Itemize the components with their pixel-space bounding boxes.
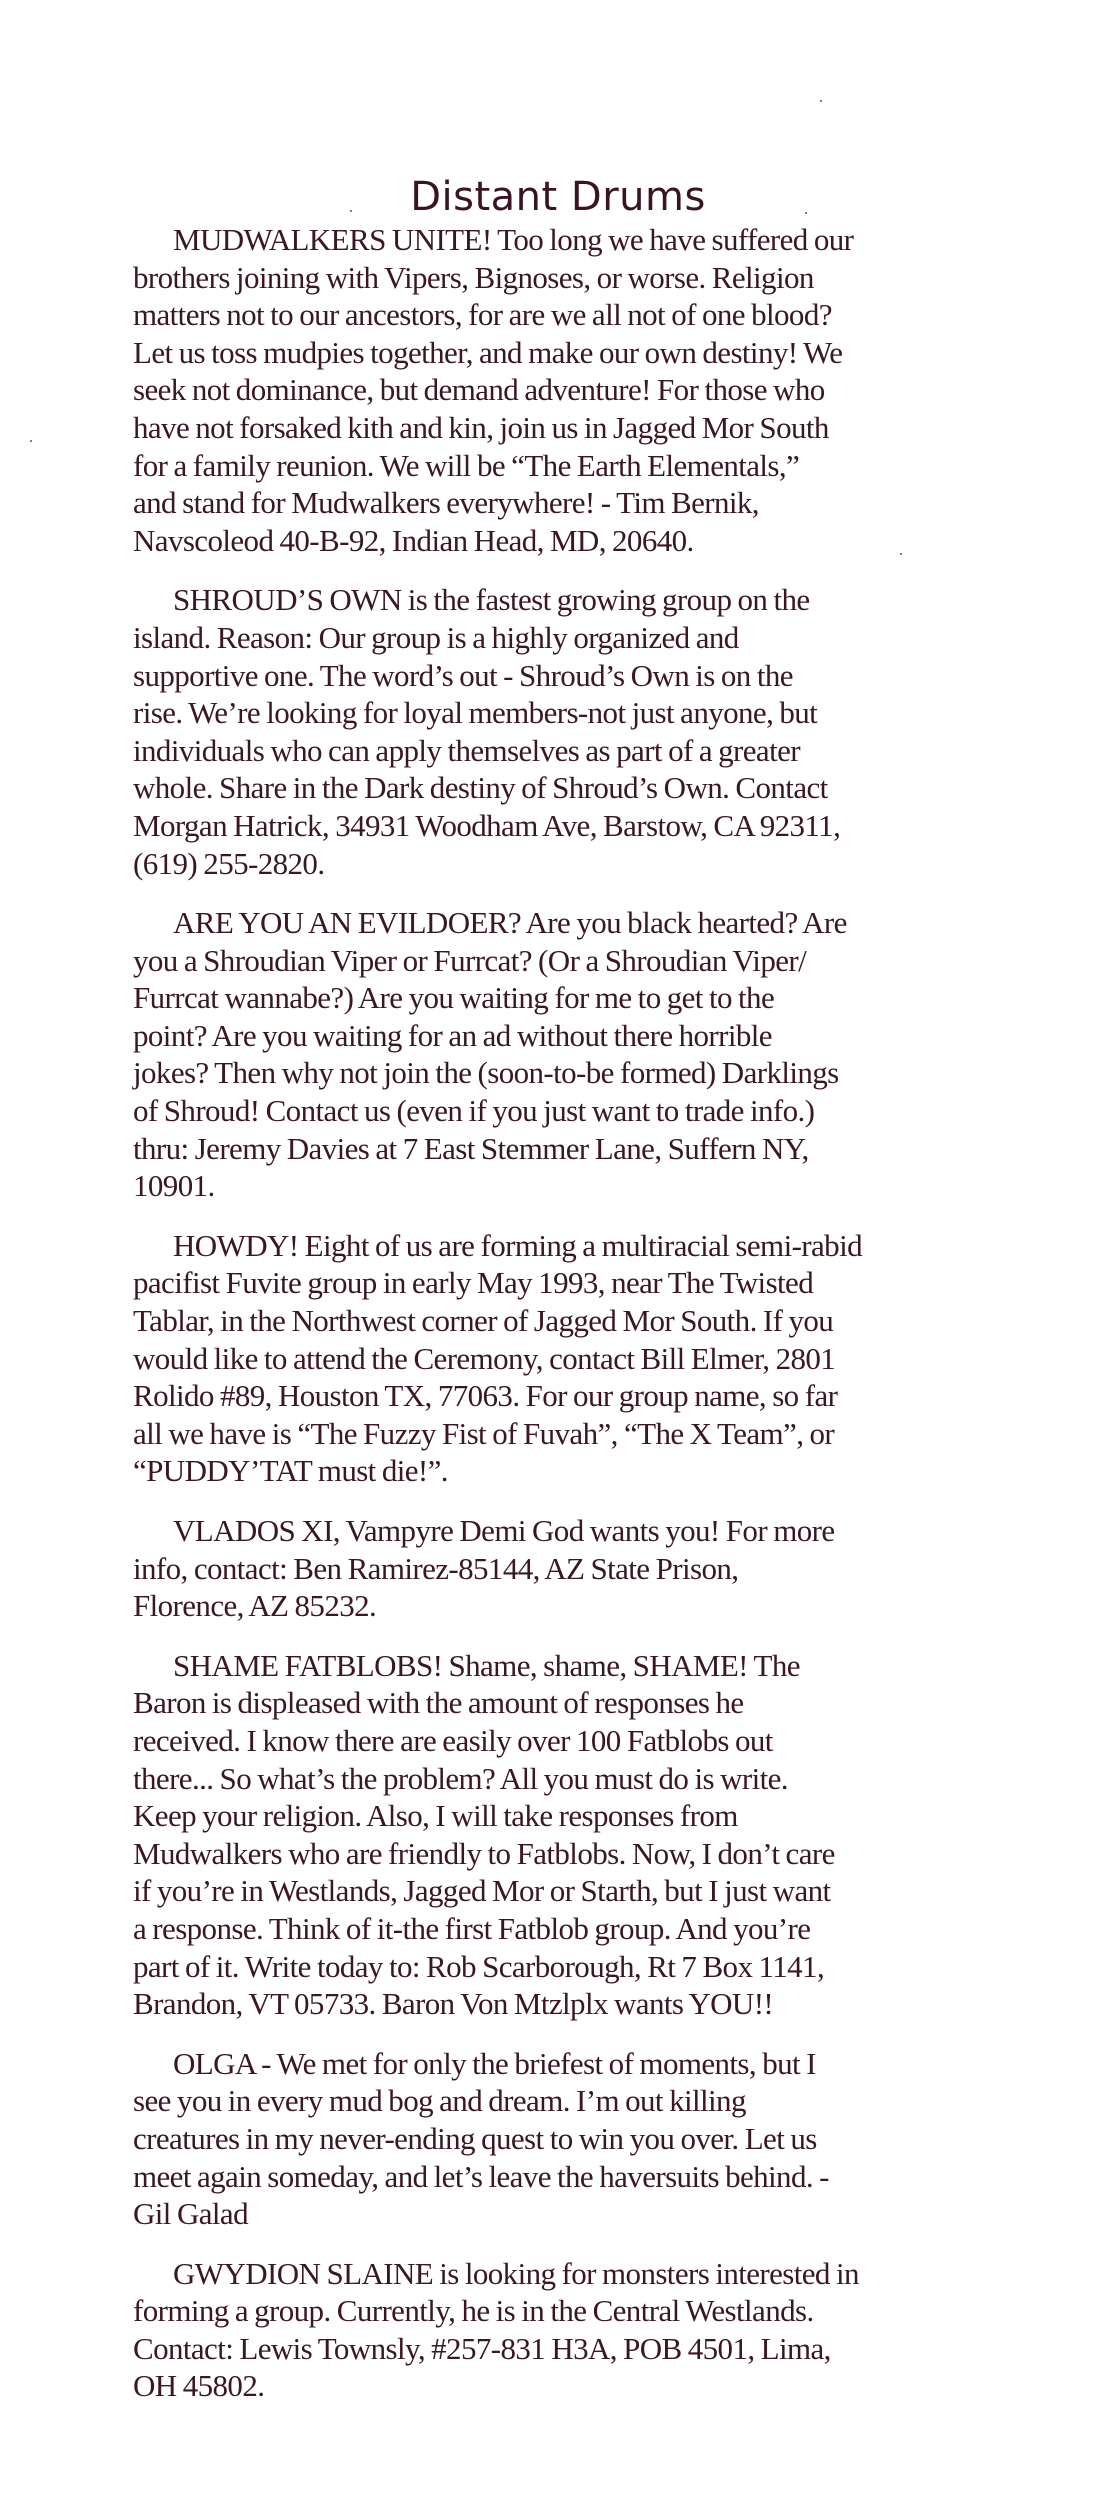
ad-line: Contact: Lewis Townsly, #257-831 H3A, POB 4501, Lima, <box>133 2330 831 2366</box>
ad-line: MUDWALKERS UNITE! Too long we have suffered our <box>173 222 854 257</box>
ad-line: if you’re in Westlands, Jagged Mor or Starth, but I just want <box>133 1873 831 1909</box>
ad-line: ARE YOU AN EVILDOER? Are you black hearted? Are <box>173 905 847 941</box>
ad-line: received. I know there are easily over 100 Fatblobs out <box>133 1722 773 1758</box>
ad-line: and stand for Mudwalkers everywhere! - Tim Bernik, <box>133 485 759 521</box>
scan-speck <box>805 212 807 214</box>
ad-line: of Shroud! Contact us (even if you just want to trade info.) <box>133 1093 815 1129</box>
scan-speck <box>350 210 352 212</box>
ad-line: SHAME FATBLOBS! Shame, shame, SHAME! The <box>173 1647 800 1683</box>
ad-line: for a family reunion. We will be “The Earth Elementals,” <box>133 447 800 483</box>
ad-line: thru: Jeremy Davies at 7 East Stemmer Lane, Suffern NY, <box>133 1130 809 1166</box>
ad-line: seek not dominance, but demand adventure! For those who <box>133 372 825 408</box>
ad-line: Florence, AZ 85232. <box>133 1588 377 1624</box>
ad-line: have not forsaked kith and kin, join us in Jagged Mor South <box>133 409 829 445</box>
ad-line: Rolido #89, Houston TX, 77063. For our group name, so far <box>133 1378 838 1414</box>
ad-line: Gil Galad <box>133 2196 248 2232</box>
ad-shrouds-own <box>133 581 1003 882</box>
ad-line: a response. Think of it-the first Fatblob group. And you’re <box>133 1910 811 1946</box>
ad-line: Brandon, VT 05733. Baron Von Mtzlplx wants YOU!! <box>133 1986 774 2022</box>
ad-line: pacifist Fuvite group in early May 1993, near The Twisted <box>133 1265 814 1301</box>
ad-line: meet again someday, and let’s leave the haversuits behind. - <box>133 2158 829 2194</box>
ad-line: 10901. <box>133 1168 215 1204</box>
ad-howdy <box>133 1227 1003 1490</box>
ad-line: (619) 255-2820. <box>133 845 325 881</box>
ad-line: individuals who can apply themselves as part of a greater <box>133 732 800 768</box>
ad-line: info, contact: Ben Ramirez-85144, AZ State Prison, <box>133 1550 739 1586</box>
scan-speck <box>900 553 902 555</box>
ad-line: creatures in my never-ending quest to win you over. Let us <box>133 2120 817 2156</box>
ad-line: SHROUD’S OWN is the fastest growing group on the <box>173 582 810 618</box>
ad-line: Morgan Hatrick, 34931 Woodham Ave, Barstow, CA 92311, <box>133 807 841 843</box>
ad-line: OH 45802. <box>133 2368 265 2404</box>
ad-line: forming a group. Currently, he is in the Central Westlands. <box>133 2293 814 2329</box>
ad-olga <box>133 2045 1003 2233</box>
ad-line: all we have is “The Fuzzy Fist of Fuvah”, “The X Team”, or <box>133 1415 835 1451</box>
ad-line: jokes? Then why not join the (soon-to-be formed) Darklings <box>133 1055 839 1091</box>
ad-line: Keep your religion. Also, I will take responses from <box>133 1798 738 1834</box>
ad-line: matters not to our ancestors, for are we all not of one blood? <box>133 297 832 333</box>
ad-line: point? Are you waiting for an ad without there horrible <box>133 1017 772 1053</box>
ad-line: brothers joining with Vipers, Bignoses, or worse. Religion <box>133 259 814 295</box>
ad-line: there... So what’s the problem? All you must do is write. <box>133 1760 788 1796</box>
ad-line: VLADOS XI, Vampyre Demi God wants you! For more <box>173 1513 835 1548</box>
ad-line: Tablar, in the Northwest corner of Jagged Mor South. If you <box>133 1303 834 1339</box>
ad-line: HOWDY! Eight of us are forming a multiracial semi-rabid <box>173 1227 862 1263</box>
ad-line: part of it. Write today to: Rob Scarborough, Rt 7 Box 1141, <box>133 1948 825 1984</box>
ad-line: Baron is displeased with the amount of responses he <box>133 1685 744 1721</box>
scan-speck <box>820 100 822 102</box>
classified-ads-column <box>133 221 1003 2427</box>
ad-line: supportive one. The word’s out - Shroud’s Own is on the <box>133 657 793 693</box>
ad-gwydion-slaine <box>133 2255 1003 2405</box>
ad-line: “PUDDY’TAT must die!”. <box>133 1453 448 1489</box>
ad-evildoer <box>133 904 1003 1205</box>
ad-shame-fatblobs <box>133 1647 1003 2023</box>
ad-mudwalkers-unite <box>133 221 1003 559</box>
scan-speck <box>30 440 32 442</box>
ad-line: Navscoleod 40-B-92, Indian Head, MD, 20640. <box>133 522 694 558</box>
ad-line: you a Shroudian Viper or Furrcat? (Or a Shroudian Viper/ <box>133 942 807 978</box>
ad-line: see you in every mud bog and dream. I’m out killing <box>133 2083 746 2119</box>
page-title: Distant Drums <box>410 173 706 220</box>
ad-line: Furrcat wannabe?) Are you waiting for me to get to the <box>133 980 775 1016</box>
ad-line: rise. We’re looking for loyal members-not just anyone, but <box>133 695 818 731</box>
ad-line: Mudwalkers who are friendly to Fatblobs. Now, I don’t care <box>133 1835 835 1871</box>
ad-line: whole. Share in the Dark destiny of Shroud’s Own. Contact <box>133 770 828 806</box>
ad-line: island. Reason: Our group is a highly organized and <box>133 619 739 655</box>
ad-line: GWYDION SLAINE is looking for monsters interested in <box>173 2255 859 2291</box>
ad-line: Let us toss mudpies together, and make our own destiny! We <box>133 334 843 370</box>
ad-line: would like to attend the Ceremony, contact Bill Elmer, 2801 <box>133 1340 836 1376</box>
ad-line: OLGA - We met for only the briefest of moments, but I <box>173 2045 816 2081</box>
ad-vlados-xi <box>133 1512 1003 1625</box>
